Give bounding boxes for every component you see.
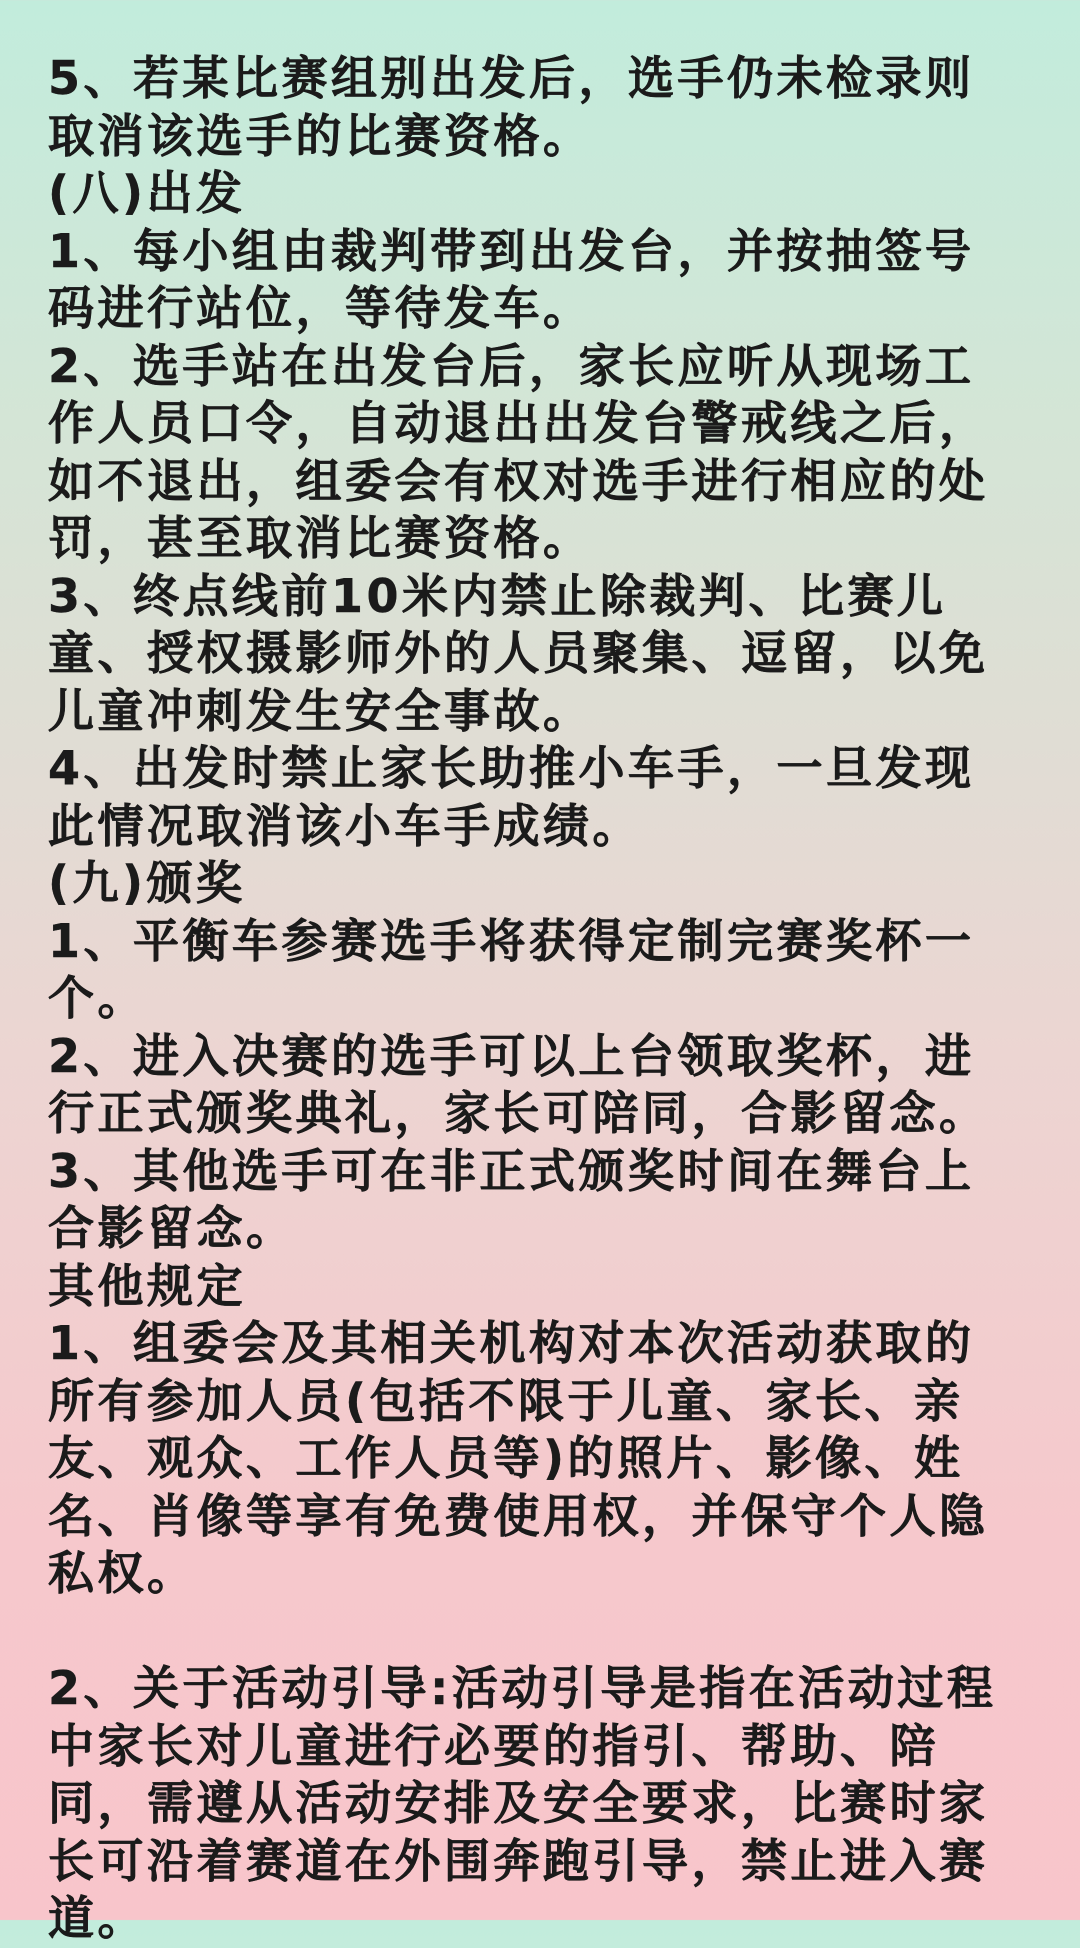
- text-line: 道。: [48, 1891, 147, 1945]
- text-line: 友、观众、工作人员等)的照片、影像、姓: [48, 1431, 964, 1485]
- section-heading-start: (八)出发: [48, 166, 246, 220]
- text-line: 长可沿着赛道在外围奔跑引导，禁止进入赛: [48, 1833, 989, 1888]
- text-line: 5、若某比赛组别出发后，选手仍未检录则: [48, 51, 975, 105]
- text-line: 3、终点线前10米内禁止除裁判、比赛儿: [48, 568, 947, 623]
- text-line: 童、授权摄影师外的人员聚集、逗留，以免: [48, 626, 989, 680]
- text-line: 所有参加人员(包括不限于儿童、家长、亲: [48, 1373, 964, 1428]
- text-line: 4、出发时禁止家长助推小车手，一旦发现: [48, 741, 975, 795]
- text-line: 2、选手站在出发台后，家长应听从现场工: [48, 338, 975, 393]
- text-line: 私权。: [48, 1546, 197, 1600]
- text-line: 行正式颁奖典礼，家长可陪同，合影留念。: [48, 1086, 989, 1140]
- text-line: 2、进入决赛的选手可以上台领取奖杯，进: [48, 1028, 975, 1083]
- section-heading-other-rules: 其他规定: [48, 1258, 246, 1313]
- text-line: 1、每小组由裁判带到出发台，并按抽签号: [48, 223, 975, 278]
- text-line: 3、其他选手可在非正式颁奖时间在舞台上: [48, 1143, 975, 1198]
- text-line: 如不退出，组委会有权对选手进行相应的处: [48, 453, 989, 508]
- text-line: 码进行站位，等待发车。: [48, 281, 593, 335]
- text-line: 此情况取消该小车手成绩。: [48, 798, 642, 853]
- text-line: 个。: [48, 971, 147, 1025]
- text-line: 作人员口令，自动退出出发台警戒线之后，: [48, 396, 989, 450]
- text-line: 中家长对儿童进行必要的指引、帮助、陪: [48, 1718, 939, 1773]
- text-line: 合影留念。: [48, 1201, 296, 1255]
- blank-line: [48, 1603, 1040, 1661]
- text-line: 1、组委会及其相关机构对本次活动获取的: [48, 1316, 975, 1370]
- text-line: 取消该选手的比赛资格。: [48, 108, 593, 163]
- section-heading-awards: (九)颁奖: [48, 856, 246, 910]
- text-line: 2、关于活动引导:活动引导是指在活动过程: [48, 1661, 997, 1715]
- text-line: 同，需遵从活动安排及安全要求，比赛时家: [48, 1776, 989, 1830]
- text-line: 名、肖像等享有免费使用权，并保守个人隐: [48, 1488, 989, 1543]
- text-line: 罚，甚至取消比赛资格。: [48, 511, 593, 565]
- text-line: 1、平衡车参赛选手将获得定制完赛奖杯一: [48, 913, 975, 968]
- text-line: 儿童冲刺发生安全事故。: [48, 683, 593, 738]
